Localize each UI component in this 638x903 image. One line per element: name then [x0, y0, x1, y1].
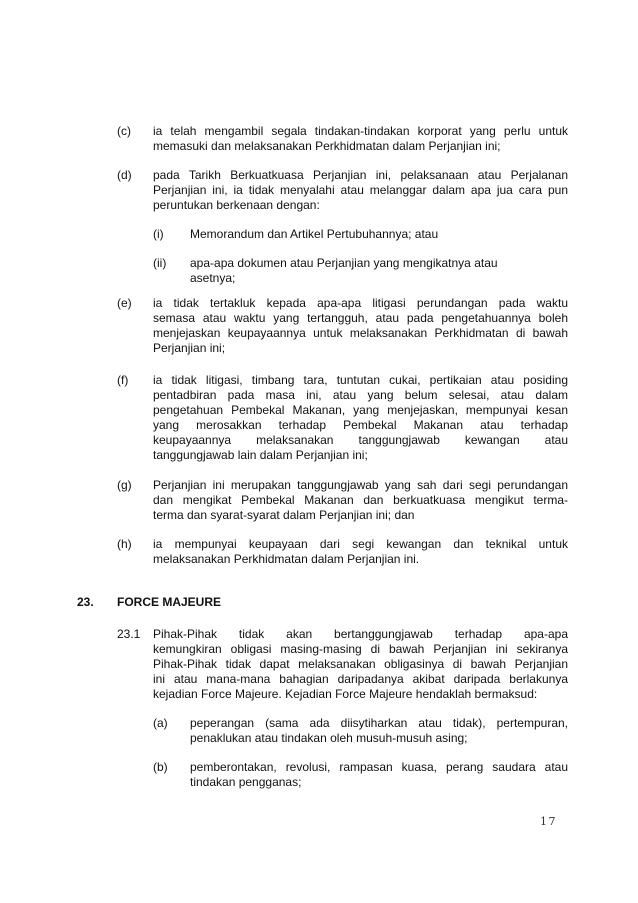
item-line: asetnya;	[190, 271, 236, 285]
item-line: tanggungjawab lain dalam Perjanjian ini;	[153, 448, 368, 462]
item-line: terma dan syarat-syarat dalam Perjanjian ini; dan	[153, 508, 415, 522]
item-line: pada Tarikh Berkuatkuasa Perjanjian ini, pelaksanaan atau Perjalanan	[153, 168, 568, 182]
list-item	[153, 478, 568, 523]
item-line: menjejaskan keupayaannya untuk melaksanakan Perkhidmatan di bawah	[153, 326, 568, 340]
item-line: ia tidak tertakluk kepada apa-apa litigasi perundangan pada waktu	[153, 296, 568, 310]
item-marker: (d)	[117, 168, 132, 182]
clause-line: Pihak-Pihak tidak dapat melaksanakan obligasinya di bawah Perjanjian	[153, 657, 568, 671]
list-item	[153, 296, 568, 356]
item-line: peruntukan berkenaan dengan:	[153, 198, 320, 212]
item-line: ia tidak litigasi, timbang tara, tuntutan cukai, pertikaian atau posiding	[153, 373, 568, 387]
clause-line: ini atau mana-mana bahagian daripadanya akibat daripada berlakunya	[153, 672, 568, 686]
item-line: dan mengikat Pembekal Makanan dan berkuatkuasa mengikut terma-	[153, 493, 568, 507]
clause-line: Pihak-Pihak tidak akan bertanggungjawab terhadap apa-apa	[153, 627, 568, 641]
item-line: Perjanjian ini merupakan tanggungjawab yang sah dari segi perundangan	[153, 478, 568, 492]
item-marker: (f)	[117, 373, 129, 387]
item-line: ia telah mengambil segala tindakan-tindakan korporat yang perlu untuk	[153, 124, 568, 138]
subitem	[190, 716, 568, 746]
subitem-marker: (a)	[153, 716, 168, 730]
subitem-line: tindakan pengganas;	[190, 775, 302, 789]
clause-line: kejadian Force Majeure. Kejadian Force Majeure hendaklah bermaksud:	[153, 687, 538, 701]
item-marker: (e)	[117, 296, 132, 310]
item-line: Memorandum dan Artikel Pertubuhannya; atau	[190, 227, 439, 241]
item-line: pentadbiran pada masa ini, atau yang belum selesai, atau dalam	[153, 388, 568, 402]
list-item	[190, 256, 568, 286]
list-item	[153, 124, 568, 154]
item-line: yang merosakkan terhadap Pembekal Makanan atau terhadap	[153, 418, 568, 432]
list-item	[153, 537, 568, 567]
item-line: memasuki dan melaksanakan Perkhidmatan dalam Perjanjian ini;	[153, 139, 501, 153]
subitem-line: peperangan (sama ada diisytiharkan atau tidak), pertempuran,	[190, 716, 568, 730]
item-line: melaksanakan Perkhidmatan dalam Perjanjian ini.	[153, 552, 420, 566]
item-marker: (h)	[117, 537, 132, 551]
item-marker: (g)	[117, 478, 132, 492]
item-marker: (i)	[153, 227, 164, 241]
item-line: Perjanjian ini, ia tidak menyalahi atau melanggar dalam apa jua cara pun	[153, 183, 568, 197]
subitem-marker: (b)	[153, 760, 168, 774]
section-number: 23.	[77, 595, 94, 609]
item-line: keupayaannya melaksanakan tanggungjawab kewangan atau	[153, 433, 568, 447]
clause-marker: 23.1	[117, 627, 141, 641]
item-line: Perjanjian ini;	[153, 341, 226, 355]
list-item	[190, 227, 568, 242]
item-marker: (ii)	[153, 256, 167, 270]
item-line: apa-apa dokumen atau Perjanjian yang mengikatnya atau	[190, 256, 498, 270]
clause-text	[153, 627, 568, 702]
item-line: pengetahuan Pembekal Makanan, yang menjejaskan, mempunyai kesan	[153, 403, 568, 417]
subitem-line: pemberontakan, revolusi, rampasan kuasa, perang saudara atau	[190, 760, 568, 774]
list-item	[153, 373, 568, 463]
item-marker: (c)	[117, 124, 131, 138]
subitem	[190, 760, 568, 790]
clause-line: kemungkiran obligasi masing-masing di bawah Perjanjian ini sekiranya	[153, 642, 568, 656]
section-title: FORCE MAJEURE	[117, 595, 222, 609]
subitem-line: penaklukan atau tindakan oleh musuh-musuh asing;	[190, 731, 468, 745]
item-line: ia mempunyai keupayaan dari segi kewangan dan teknikal untuk	[153, 537, 568, 551]
page-number: 17	[540, 815, 557, 828]
item-line: semasa atau waktu yang tertangguh, atau pada pengetahuannya boleh	[153, 311, 568, 325]
list-item	[153, 168, 568, 213]
